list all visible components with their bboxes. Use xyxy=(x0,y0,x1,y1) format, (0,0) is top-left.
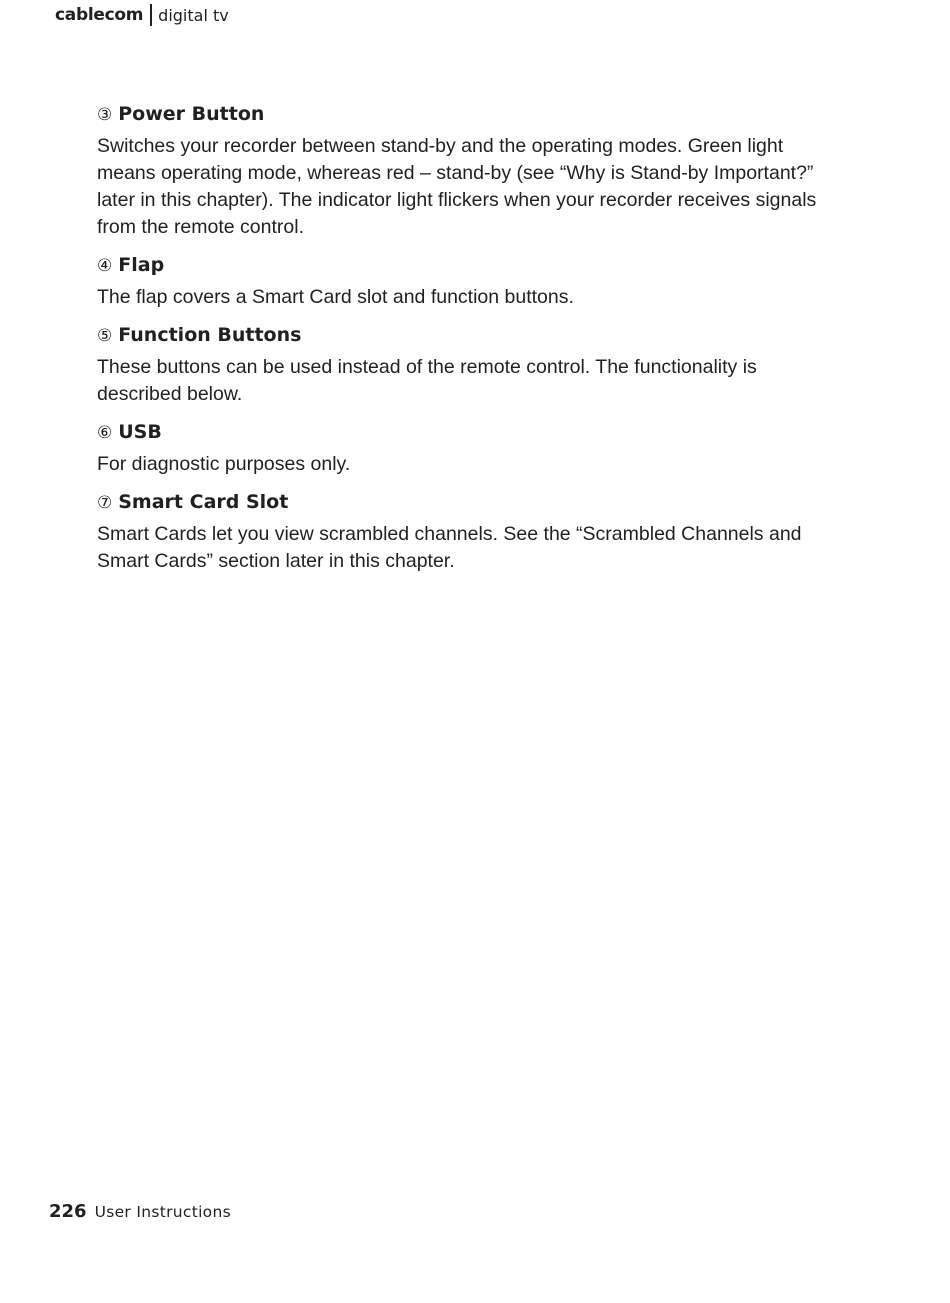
section-flap xyxy=(97,251,827,311)
page-header xyxy=(55,2,229,28)
header-divider xyxy=(150,4,152,26)
section-title xyxy=(97,251,827,280)
section-body: Switches your recorder between stand-by and the operating modes. Green light means operating mode, whereas red – stand-by (see “Why is Stand-by Important?” later in this chapter). The indicator light flickers when your recorder receives signals from the remote control. xyxy=(97,135,817,238)
section-number: ④ xyxy=(97,256,113,276)
section-body: For diagnostic purposes only. xyxy=(97,453,351,475)
section-smart-card-slot xyxy=(97,488,827,575)
section-usb xyxy=(97,418,827,478)
section-title-text: Flap xyxy=(118,254,165,276)
footer-label: User Instructions xyxy=(94,1203,231,1221)
section-number: ⑤ xyxy=(97,326,113,346)
section-title-text: USB xyxy=(118,421,162,443)
section-title-text: Power Button xyxy=(118,103,265,125)
section-title xyxy=(97,488,827,517)
section-title xyxy=(97,100,827,129)
brand-logo: cablecom xyxy=(55,5,144,25)
section-number: ③ xyxy=(97,105,113,125)
section-title xyxy=(97,418,827,447)
section-body: Smart Cards let you view scrambled channels. See the “Scrambled Channels and Smart Cards” section later in this chapter. xyxy=(97,523,802,572)
main-content xyxy=(97,100,827,585)
product-name: digital tv xyxy=(158,5,229,25)
section-function-buttons xyxy=(97,321,827,408)
section-title-text: Function Buttons xyxy=(118,324,302,346)
section-power-button xyxy=(97,100,827,241)
section-body: The flap covers a Smart Card slot and function buttons. xyxy=(97,286,574,308)
section-number: ⑥ xyxy=(97,423,113,443)
page-footer xyxy=(49,1201,231,1222)
page-number: 226 xyxy=(49,1201,87,1222)
section-body: These buttons can be used instead of the remote control. The functionality is described below. xyxy=(97,356,757,405)
section-number: ⑦ xyxy=(97,493,113,513)
section-title xyxy=(97,321,827,350)
section-title-text: Smart Card Slot xyxy=(118,491,289,513)
